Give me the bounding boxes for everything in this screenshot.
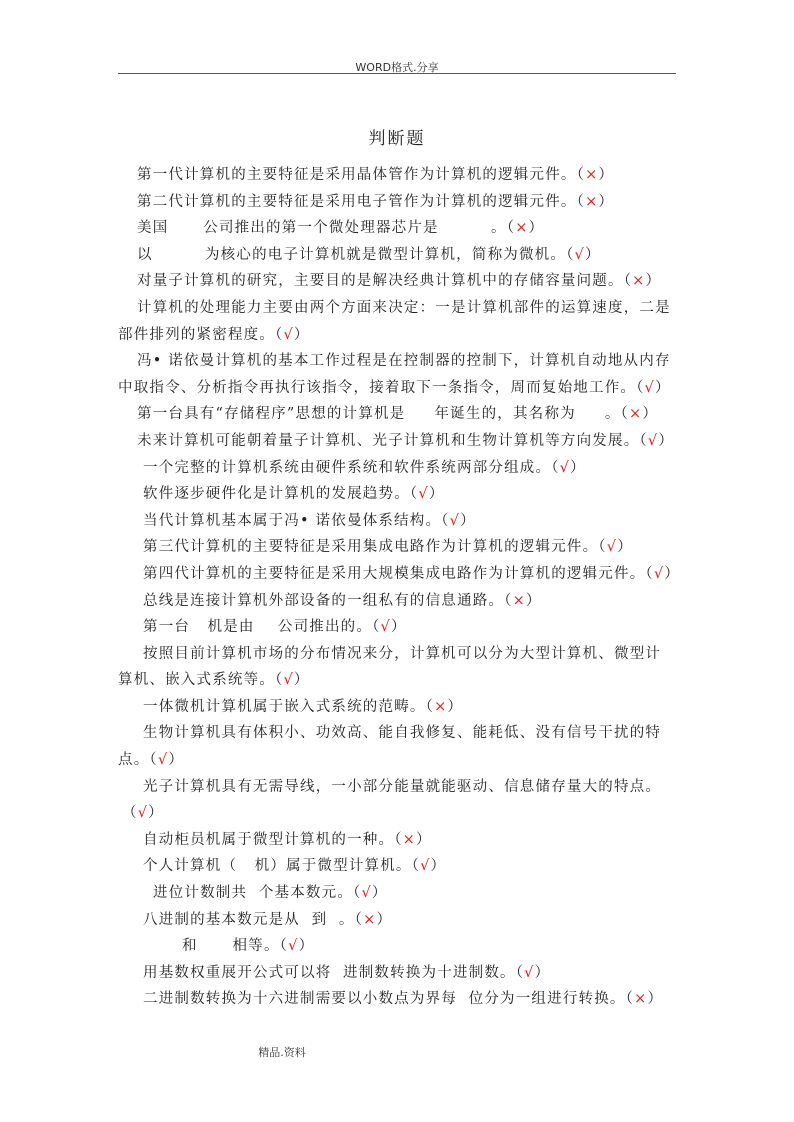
cross-mark-icon: × [628, 406, 643, 423]
close-paren: ） [570, 459, 586, 476]
question-item [118, 215, 678, 242]
question-text: 部件排列的紧密程度。（ [118, 326, 284, 343]
cross-mark-icon: × [434, 698, 448, 715]
question-line [118, 588, 678, 615]
close-paren: ） [298, 938, 315, 955]
question-line [118, 667, 678, 694]
close-paren: ） [168, 752, 185, 769]
question-text: 个人计算机（ 机）属于微型计算机。（ [143, 858, 421, 875]
page-title: 判断题 [368, 129, 426, 149]
question-text: 美国 公司推出的第一个微处理器芯片是 。（ [137, 220, 516, 237]
question-line [118, 694, 678, 721]
cross-mark-icon: × [402, 831, 417, 848]
close-paren: ） [534, 964, 551, 981]
question-item [118, 268, 678, 295]
question-line [118, 322, 678, 349]
close-paren: ） [390, 619, 407, 636]
cross-mark-icon: × [585, 167, 599, 183]
question-item [118, 853, 678, 880]
question-item [118, 242, 678, 269]
question-text: 和 相等。（ [182, 938, 289, 955]
question-line [118, 348, 678, 375]
close-paren: ） [525, 592, 542, 609]
close-paren: ） [664, 565, 681, 582]
question-line [118, 614, 678, 641]
question-line [118, 561, 681, 588]
question-item [118, 162, 678, 189]
question-text: 自动柜员机属于微型计算机的一种。（ [143, 831, 403, 848]
question-line [118, 242, 678, 269]
question-text: 冯• 诺依曼计算机的基本工作过程是在控制器的控制下，计算机自动地从内存 [137, 353, 671, 370]
close-paren: ） [148, 805, 164, 822]
check-mark-icon: √ [647, 432, 659, 449]
question-text: 第一台 机是由 公司推出的。（ [143, 619, 381, 636]
close-paren: ） [645, 273, 662, 290]
close-paren: ） [428, 486, 445, 503]
header-divider [118, 73, 676, 74]
close-paren: ） [371, 885, 388, 902]
question-line [118, 534, 678, 561]
question-text: 第一台具有“存储程序”思想的计算机是 年诞生的，其名称为 。（ [137, 406, 629, 423]
close-paren: ） [617, 539, 633, 556]
check-mark-icon: √ [380, 619, 391, 636]
question-line [118, 189, 678, 216]
question-line [118, 428, 678, 455]
question-item [118, 827, 678, 854]
check-mark-icon: √ [288, 938, 299, 955]
question-text: （ [122, 805, 138, 822]
question-item [118, 481, 678, 508]
question-text: 未来计算机可能朝着量子计算机、光子计算机和生物计算机等方向发展。（ [137, 432, 648, 449]
close-paren: ） [598, 193, 615, 210]
question-text: 当代计算机基本属于冯• 诺依曼体系结构。（ [143, 512, 450, 529]
check-mark-icon: √ [559, 459, 571, 476]
close-paren: ） [598, 167, 615, 183]
question-text: 一个完整的计算机系统由硬件系统和软件系统两部分组成。（ [143, 459, 560, 476]
question-line [118, 455, 678, 482]
question-line [118, 295, 678, 322]
check-mark-icon: √ [283, 326, 294, 343]
close-paren: ） [528, 220, 545, 237]
check-mark-icon: √ [361, 885, 372, 902]
close-paren: ） [293, 326, 310, 343]
question-line [118, 907, 678, 934]
question-line [118, 375, 678, 402]
question-item [118, 880, 678, 907]
question-item [118, 907, 678, 934]
question-text: 点。（ [118, 752, 158, 769]
question-item [118, 694, 678, 721]
question-line [118, 720, 678, 747]
question-text: 以 为核心的电子计算机就是微型计算机，简称为微机。（ [137, 246, 575, 263]
question-text: 生物计算机具有体积小、功效高、能自我修复、能耗低、没有信号干扰的特 [143, 725, 662, 742]
question-text: 按照目前计算机市场的分布情况来分，计算机可以分为大型计算机、微型计 [143, 645, 662, 662]
question-item [118, 774, 678, 827]
question-line [118, 933, 678, 960]
question-text: 八进制的基本数元是从 到 。（ [143, 911, 364, 928]
question-line [118, 162, 678, 189]
question-text: 第二代计算机的主要特征是采用电子管作为计算机的逻辑元件。（ [137, 193, 586, 210]
question-item [118, 534, 678, 561]
question-text: 总线是连接计算机外部设备的一组私有的信息通路。（ [143, 592, 513, 609]
question-item [118, 189, 678, 216]
check-mark-icon: √ [644, 379, 655, 396]
question-line [118, 641, 678, 668]
question-line [118, 401, 678, 428]
question-item [118, 561, 681, 588]
question-item [118, 348, 678, 401]
question-item [118, 455, 678, 482]
check-mark-icon: √ [418, 486, 429, 503]
check-mark-icon: √ [524, 964, 535, 981]
close-paren: ） [584, 246, 601, 263]
question-item [118, 933, 678, 960]
question-line [118, 774, 678, 801]
close-paren: ） [655, 379, 671, 396]
check-mark-icon: √ [283, 672, 294, 689]
question-item [118, 986, 678, 1013]
close-paren: ） [447, 698, 464, 715]
question-text: 第四代计算机的主要特征是采用大规模集成电路作为计算机的逻辑元件。（ [143, 565, 654, 582]
close-paren: ） [293, 672, 310, 689]
question-item [118, 641, 678, 694]
close-paren: ） [376, 911, 393, 928]
question-line [118, 827, 678, 854]
page-footer: 精品.资料 [258, 1046, 306, 1059]
question-text: 二进制数转换为十六进制需要以小数点为界每 位分为一组进行转换。（ [143, 991, 635, 1008]
check-mark-icon: √ [606, 539, 618, 556]
question-text: 对量子计算机的研究，主要目的是解决经典计算机中的存储容量问题。（ [137, 273, 633, 290]
question-item [118, 508, 678, 535]
question-line [118, 747, 678, 774]
check-mark-icon: √ [574, 246, 585, 263]
close-paren: ） [460, 512, 476, 529]
close-paren: ） [658, 432, 675, 449]
question-item [118, 588, 678, 615]
check-mark-icon: √ [449, 512, 461, 529]
question-text: 中取指令、分析指令再执行该指令，接着取下一条指令，周而复始地工作。（ [118, 379, 645, 396]
cross-mark-icon: × [634, 991, 648, 1008]
page-header: WORD格式.分享 [355, 61, 439, 74]
question-line [118, 880, 678, 907]
check-mark-icon: √ [137, 805, 149, 822]
question-line [118, 508, 678, 535]
question-text: 进位计数制共 个基本数元。（ [153, 885, 362, 902]
cross-mark-icon: × [585, 193, 599, 210]
cross-mark-icon: × [515, 220, 529, 237]
check-mark-icon: √ [420, 858, 431, 875]
question-item [118, 614, 678, 641]
question-text: 软件逐步硬件化是计算机的发展趋势。（ [143, 486, 419, 503]
question-item [118, 295, 678, 348]
question-line [118, 268, 678, 295]
question-line [118, 960, 678, 987]
cross-mark-icon: × [632, 273, 646, 290]
close-paren: ） [642, 406, 659, 423]
question-line [118, 215, 678, 242]
question-line [118, 481, 678, 508]
check-mark-icon: √ [157, 752, 169, 769]
question-line [118, 853, 678, 880]
check-mark-icon: √ [653, 565, 665, 582]
question-item [118, 428, 678, 455]
question-item [118, 720, 678, 773]
question-text: 第一代计算机的主要特征是采用晶体管作为计算机的逻辑元件。（ [137, 167, 586, 183]
close-paren: ） [416, 831, 432, 848]
cross-mark-icon: × [512, 592, 526, 609]
question-item [118, 960, 678, 987]
question-line [118, 800, 678, 827]
question-text: 算机、嵌入式系统等。（ [118, 672, 284, 689]
question-line [118, 986, 678, 1013]
question-text: 计算机的处理能力主要由两个方面来决定：一是计算机部件的运算速度，二是 [137, 299, 671, 316]
question-text: 一体微机计算机属于嵌入式系统的范畴。（ [143, 698, 435, 715]
close-paren: ） [430, 858, 447, 875]
question-text: 用基数权重展开公式可以将 进制数转换为十进制数。（ [143, 964, 525, 981]
question-text: 第三代计算机的主要特征是采用集成电路作为计算机的逻辑元件。（ [143, 539, 607, 556]
question-item [118, 401, 678, 428]
close-paren: ） [647, 991, 664, 1008]
question-list [118, 162, 681, 1013]
cross-mark-icon: × [363, 911, 377, 928]
question-text: 光子计算机具有无需导线，一小部分能量就能驱动、信息储存量大的特点。 [143, 778, 662, 795]
